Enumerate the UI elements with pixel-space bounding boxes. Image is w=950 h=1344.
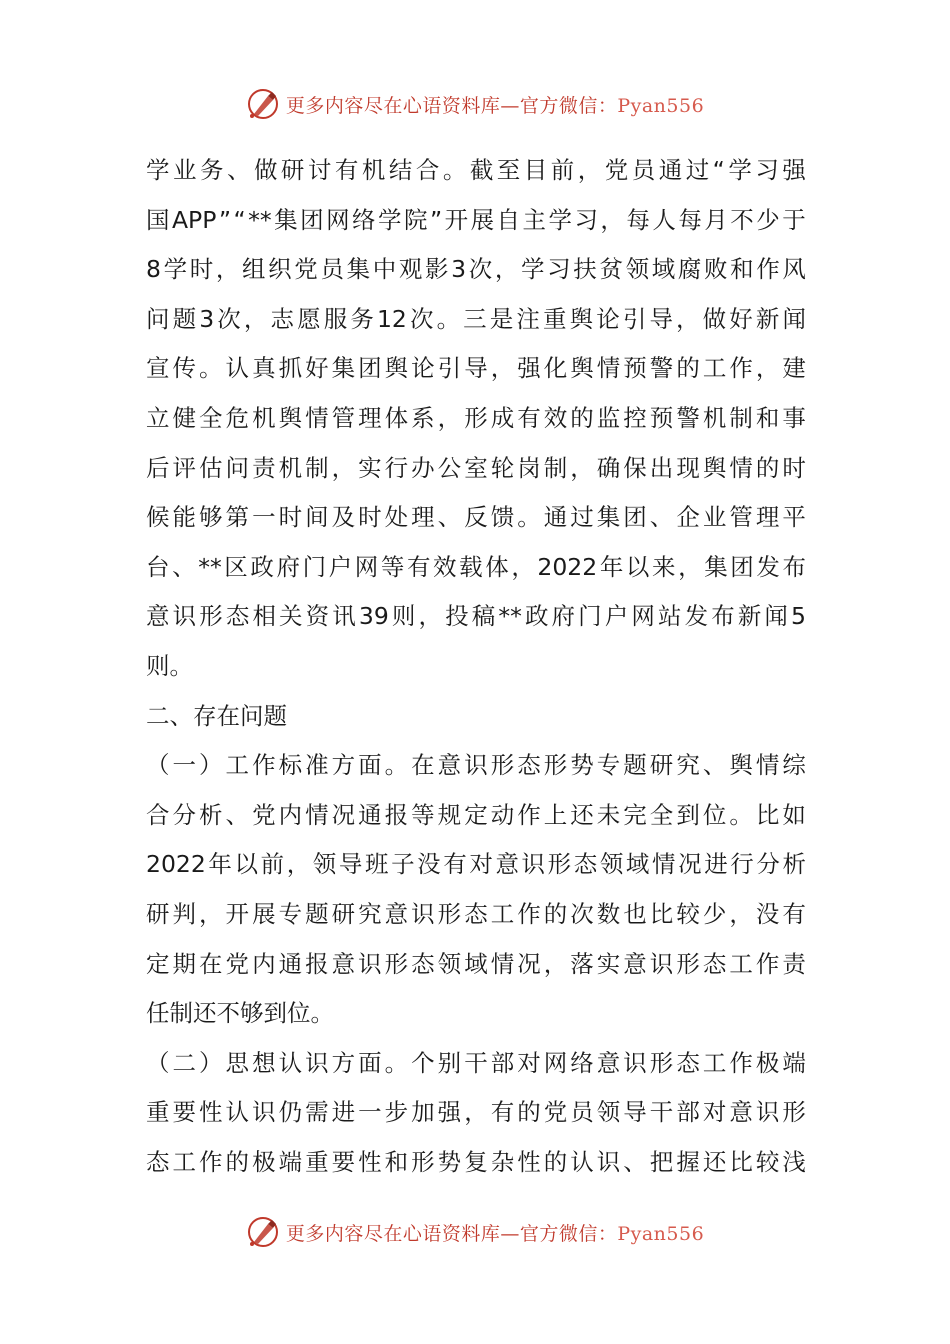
text-line: 研 判 ， 开 展 专 题 研 究 意 识 形 态 工 作 的 次 数 也 比 较 少 ， 没 有 [146,899,806,928]
text-line: 态 工 作 的 极 端 重 要 性 和 形 势 复 杂 性 的 认 识 、 把 握 还 比 较 浅 [146,1147,806,1176]
text-line: 问 题 3 次 ， 志 愿 服 务 12 次 。 三 是 注 重 舆 论 引 导 ， 做 好 新 闻 [146,304,806,333]
header-watermark [0,84,950,124]
text-line: 二、存在问题 [146,701,287,730]
text-line: （ 二 ） 思 想 认 识 方 面 。 个 别 干 部 对 网 络 意 识 形 态 工 作 极 端 [146,1048,806,1077]
text-line: 立 健 全 危 机 舆 情 管 理 体 系 ， 形 成 有 效 的 监 控 预 警 机 制 和 事 [146,403,806,432]
text-line: 候 能 够 第 一 时 间 及 时 处 理 、 反 馈 。 通 过 集 团 、 企 业 管 理 平 [146,503,806,532]
text-line: 学 业 务 、 做 研 讨 有 机 结 合 。 截 至 目 前 ， 党 员 通 过 “ 学 习 强 [146,156,806,184]
text-line: 重 要 性 认 识 仍 需 进 一 步 加 强 ， 有 的 党 员 领 导 干 部 对 意 识 形 [146,1098,806,1127]
text-line: 任制还不够到位。 [146,999,334,1028]
pen-nib-logo-icon [246,87,280,121]
footer-watermark [0,1212,950,1252]
text-line: 定 期 在 党 内 通 报 意 识 形 态 领 域 情 况 ， 落 实 意 识 形 态 工 作 责 [146,949,806,978]
text-line: 8 学 时 ， 组 织 党 员 集 中 观 影 3 次 ， 学 习 扶 贫 领 域 腐 败 和 作 风 [146,255,806,284]
text-line: （ 一 ） 工 作 标 准 方 面 。 在 意 识 形 态 形 势 专 题 研 究 、 舆 情 综 [146,751,806,780]
text-line: 宣 传 。 认 真 抓 好 集 团 舆 论 引 导 ， 强 化 舆 情 预 警 的 工 作 ， 建 [146,354,806,383]
document-body [146,146,806,1187]
text-line: 则。 [146,651,193,680]
text-line: 台 、 ** 区 政 府 门 户 网 等 有 效 载 体 ， 2022 年 以 来 ， 集 团 发 布 [146,552,806,581]
text-line: 后 评 估 问 责 机 制 ， 实 行 办 公 室 轮 岗 制 ， 确 保 出 现 舆 情 的 时 [146,453,806,482]
pen-nib-logo-icon [246,1215,280,1249]
watermark-text: 更多内容尽在心语资料库—官方微信：Pyan556 [285,1222,705,1245]
text-line: 国 APP ” “ ** 集 团 网 络 学 院 ” 开 展 自 主 学 习 ， 每 人 每 月 不 少 于 [146,205,806,234]
text-line: 2022 年 以 前 ， 领 导 班 子 没 有 对 意 识 形 态 领 域 情 况 进 行 分 析 [146,850,806,879]
watermark-text: 更多内容尽在心语资料库—官方微信：Pyan556 [285,94,705,117]
text-line: 意 识 形 态 相 关 资 讯 39 则 ， 投 稿 ** 政 府 门 户 网 站 发 布 新 闻 5 [146,602,806,631]
text-line: 合 分 析 、 党 内 情 况 通 报 等 规 定 动 作 上 还 未 完 全 到 位 。 比 如 [146,800,806,829]
